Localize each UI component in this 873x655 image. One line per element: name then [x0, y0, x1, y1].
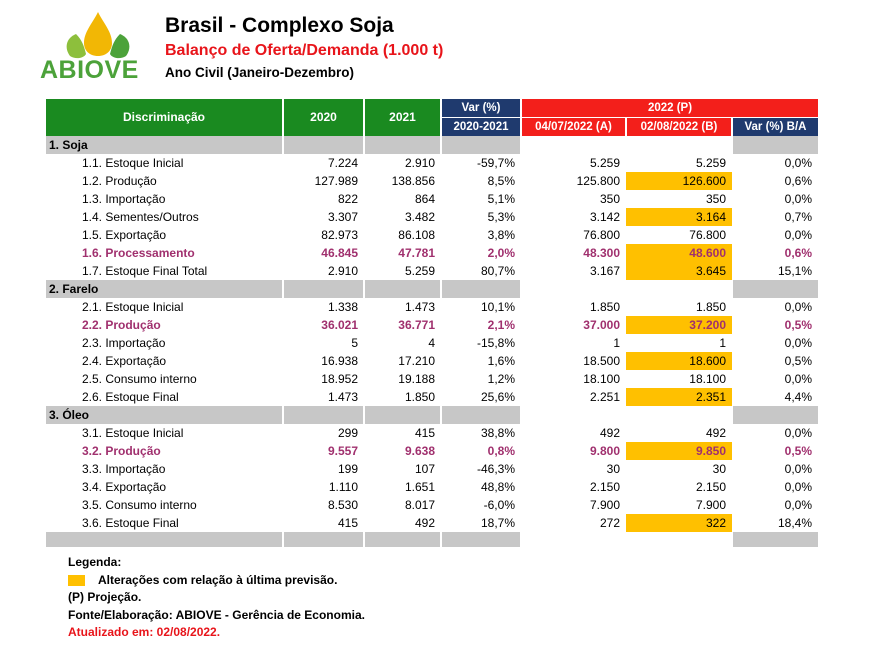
cell-var-ba: 4,4%: [784, 389, 812, 404]
cell-var-ba: 0,0%: [784, 497, 812, 512]
cell-2021: 86.108: [398, 227, 435, 242]
section-cell-b: [626, 406, 732, 424]
cell-var: 25,6%: [480, 389, 515, 404]
section-title: 3. Óleo: [46, 406, 283, 424]
row-label: 1.5. Exportação: [82, 227, 167, 242]
section-cell-vba: [732, 280, 818, 298]
cell-b: 37.200: [626, 316, 732, 334]
legend-source: Fonte/Elaboração: ABIOVE - Gerência de Economia.: [68, 607, 365, 622]
table-row: [46, 424, 818, 442]
cell-a: 272: [599, 515, 620, 530]
row-label: 3.5. Consumo interno: [82, 497, 197, 512]
footer-cell-label: [46, 532, 283, 547]
cell-a: 7.900: [589, 497, 620, 512]
section-cell-b: [626, 136, 732, 154]
row-label: 1.1. Estoque Inicial: [82, 155, 184, 170]
section-cell-var: [441, 406, 521, 424]
legend-changes: Alterações com relação à última previsão.: [68, 572, 365, 590]
cell-a: 37.000: [583, 317, 620, 332]
cell-var-ba: 0,7%: [784, 209, 812, 224]
cell-a: 2.150: [589, 479, 620, 494]
table-row: [46, 244, 818, 262]
cell-b: 76.800: [689, 227, 726, 242]
footer-cell-2020: [283, 532, 364, 547]
cell-var: 80,7%: [480, 263, 515, 278]
cell-b: 350: [705, 191, 726, 206]
cell-2020: 46.845: [321, 245, 358, 260]
cell-var: 0,8%: [487, 443, 515, 458]
cell-b: 5.259: [695, 155, 726, 170]
period-label: Ano Civil (Janeiro-Dezembro): [165, 65, 355, 80]
footer-cell-vba: [732, 532, 818, 547]
table-row: [46, 496, 818, 514]
section-cell-a: [521, 280, 626, 298]
cell-a: 3.142: [589, 209, 620, 224]
row-label: 3.6. Estoque Final: [82, 515, 179, 530]
section-row: [46, 280, 818, 298]
cell-b: 492: [705, 425, 726, 440]
cell-a: 3.167: [589, 263, 620, 278]
section-cell-b: [626, 280, 732, 298]
table-row: [46, 298, 818, 316]
cell-2020: 822: [337, 191, 358, 206]
cell-var: 38,8%: [480, 425, 515, 440]
cell-a: 9.800: [589, 443, 620, 458]
table-row: [46, 316, 818, 334]
row-label: 1.3. Importação: [82, 191, 166, 206]
table-row: [46, 262, 818, 280]
section-cell-2021: [364, 406, 441, 424]
section-cell-a: [521, 406, 626, 424]
footer-cell-b: [626, 532, 732, 547]
cell-a: 1: [613, 335, 620, 350]
cell-b: 30: [712, 461, 726, 476]
cell-2020: 1.110: [328, 479, 358, 494]
row-label: 2.3. Importação: [82, 335, 166, 350]
cell-var: -59,7%: [476, 155, 515, 170]
cell-var: 2,1%: [487, 317, 515, 332]
header-2020: 2020: [283, 99, 364, 136]
footer-cell-var: [441, 532, 521, 547]
cell-2021: 8.017: [404, 497, 435, 512]
section-row: [46, 136, 818, 154]
cell-a: 5.259: [589, 155, 620, 170]
cell-2021: 47.781: [398, 245, 435, 260]
cell-var: 18,7%: [480, 515, 515, 530]
cell-var-ba: 0,0%: [784, 371, 812, 386]
cell-var: 5,3%: [487, 209, 515, 224]
cell-2021: 17.210: [398, 353, 435, 368]
cell-var: -15,8%: [476, 335, 515, 350]
cell-b: 126.600: [626, 172, 732, 190]
table-row: [46, 442, 818, 460]
row-label: 3.3. Importação: [82, 461, 166, 476]
cell-2020: 7.224: [327, 155, 358, 170]
cell-var-ba: 0,6%: [784, 173, 812, 188]
cell-2021: 36.771: [398, 317, 435, 332]
section-cell-2020: [283, 280, 364, 298]
cell-2020: 299: [337, 425, 358, 440]
table-row: [46, 514, 818, 532]
cell-var: 8,5%: [487, 173, 515, 188]
header-2021: 2021: [364, 99, 441, 136]
cell-var-ba: 0,0%: [784, 191, 812, 206]
cell-a: 125.800: [576, 173, 620, 188]
cell-b: 18.600: [626, 352, 732, 370]
row-label: 2.6. Estoque Final: [82, 389, 179, 404]
cell-b: 1: [719, 335, 726, 350]
cell-2021: 864: [414, 191, 435, 206]
section-cell-2020: [283, 406, 364, 424]
header-col-a: 04/07/2022 (A): [521, 118, 626, 137]
cell-2020: 8.530: [327, 497, 358, 512]
table-row: [46, 226, 818, 244]
section-title: 1. Soja: [46, 136, 283, 154]
row-label: 2.1. Estoque Inicial: [82, 299, 184, 314]
cell-a: 30: [606, 461, 620, 476]
table-row: [46, 388, 818, 406]
cell-2021: 3.482: [404, 209, 435, 224]
section-cell-var: [441, 280, 521, 298]
row-label: 1.2. Produção: [82, 173, 157, 188]
section-title: 2. Farelo: [46, 280, 283, 298]
cell-var: -46,3%: [476, 461, 515, 476]
cell-2020: 199: [337, 461, 358, 476]
cell-a: 492: [599, 425, 620, 440]
cell-2020: 82.973: [321, 227, 358, 242]
table-row: [46, 190, 818, 208]
section-cell-var: [441, 136, 521, 154]
balance-table: [46, 99, 818, 547]
section-row: [46, 406, 818, 424]
cell-2021: 138.856: [391, 173, 435, 188]
legend-updated: Atualizado em: 02/08/2022.: [68, 625, 221, 639]
cell-var-ba: 0,5%: [784, 317, 812, 332]
cell-var-ba: 0,0%: [784, 227, 812, 242]
cell-2021: 415: [414, 425, 435, 440]
row-label: 2.5. Consumo interno: [82, 371, 197, 386]
cell-var-ba: 0,0%: [784, 335, 812, 350]
table-row: [46, 478, 818, 496]
cell-2020: 36.021: [321, 317, 358, 332]
cell-2020: 415: [337, 515, 358, 530]
cell-var: 1,6%: [487, 353, 515, 368]
cell-var: 5,1%: [487, 191, 515, 206]
cell-a: 18.100: [583, 371, 620, 386]
cell-2020: 1.473: [327, 389, 358, 404]
section-cell-vba: [732, 136, 818, 154]
page-title: Brasil - Complexo Soja: [165, 14, 394, 37]
cell-2021: 2.910: [404, 155, 435, 170]
cell-var-ba: 18,4%: [777, 515, 812, 530]
cell-2020: 1.338: [327, 299, 358, 314]
cell-b: 3.645: [626, 262, 732, 280]
legend-projection: (P) Projeção.: [68, 590, 142, 604]
cell-var-ba: 15,1%: [777, 263, 812, 278]
section-cell-a: [521, 136, 626, 154]
cell-2020: 5: [351, 335, 358, 350]
header-var: Var (%): [441, 99, 521, 118]
footer-cell-2021: [364, 532, 441, 547]
row-label: 3.4. Exportação: [82, 479, 167, 494]
cell-2021: 5.259: [404, 263, 435, 278]
cell-var: 10,1%: [480, 299, 515, 314]
cell-b: 2.351: [626, 388, 732, 406]
cell-var-ba: 0,0%: [784, 461, 812, 476]
header-2022: 2022 (P): [521, 99, 818, 118]
cell-2020: 2.910: [327, 263, 358, 278]
cell-2021: 19.188: [398, 371, 435, 386]
section-cell-2021: [364, 280, 441, 298]
cell-var: 2,0%: [487, 245, 515, 260]
cell-var-ba: 0,0%: [784, 479, 812, 494]
cell-var: 1,2%: [487, 371, 515, 386]
table-row: [46, 172, 818, 190]
page-subtitle: Balanço de Oferta/Demanda (1.000 t): [165, 42, 444, 59]
cell-b: 2.150: [695, 479, 726, 494]
legend-title: Legenda:: [68, 555, 122, 569]
table-row: [46, 352, 818, 370]
cell-b: 48.600: [626, 244, 732, 262]
logo-wordmark: ABIOVE: [40, 56, 139, 84]
cell-b: 322: [626, 514, 732, 532]
row-label: 1.4. Sementes/Outros: [82, 209, 199, 224]
cell-2020: 9.557: [327, 443, 358, 458]
cell-var-ba: 0,0%: [784, 425, 812, 440]
cell-var-ba: 0,5%: [784, 443, 812, 458]
cell-a: 2.251: [589, 389, 620, 404]
cell-b: 3.164: [626, 208, 732, 226]
cell-2021: 1.473: [404, 299, 435, 314]
cell-2020: 3.307: [327, 209, 358, 224]
cell-a: 48.300: [583, 245, 620, 260]
row-label: 1.6. Processamento: [82, 245, 195, 260]
cell-2021: 107: [414, 461, 435, 476]
header-var-ba: Var (%) B/A: [732, 118, 818, 137]
yellow-swatch-icon: [68, 575, 85, 586]
cell-b: 9.850: [626, 442, 732, 460]
cell-2021: 9.638: [404, 443, 435, 458]
cell-var-ba: 0,0%: [784, 299, 812, 314]
cell-b: 1.850: [695, 299, 726, 314]
cell-a: 350: [599, 191, 620, 206]
row-label: 3.1. Estoque Inicial: [82, 425, 184, 440]
cell-2020: 16.938: [321, 353, 358, 368]
cell-2021: 1.651: [404, 479, 435, 494]
cell-a: 76.800: [583, 227, 620, 242]
footer-cell-a: [521, 532, 626, 547]
cell-var-ba: 0,5%: [784, 353, 812, 368]
cell-2021: 492: [414, 515, 435, 530]
section-cell-2021: [364, 136, 441, 154]
table-row: [46, 370, 818, 388]
cell-2021: 4: [428, 335, 435, 350]
header-col-b: 02/08/2022 (B): [626, 118, 732, 137]
header-var-period: 2020-2021: [441, 118, 521, 137]
row-label: 2.4. Exportação: [82, 353, 167, 368]
cell-2020: 127.989: [314, 173, 358, 188]
header-discriminacao: Discriminação: [46, 99, 283, 136]
table-footer-row: [46, 532, 818, 547]
table-row: [46, 154, 818, 172]
table-row: [46, 460, 818, 478]
cell-2021: 1.850: [404, 389, 435, 404]
cell-var-ba: 0,0%: [784, 155, 812, 170]
cell-a: 18.500: [583, 353, 620, 368]
legend: [68, 554, 365, 642]
cell-a: 1.850: [589, 299, 620, 314]
section-cell-2020: [283, 136, 364, 154]
cell-2020: 18.952: [321, 371, 358, 386]
cell-b: 7.900: [695, 497, 726, 512]
row-label: 3.2. Produção: [82, 443, 161, 458]
cell-var-ba: 0,6%: [784, 245, 812, 260]
row-label: 1.7. Estoque Final Total: [82, 263, 208, 278]
cell-var: 48,8%: [480, 479, 515, 494]
cell-var: -6,0%: [483, 497, 515, 512]
table-row: [46, 334, 818, 352]
table-row: [46, 208, 818, 226]
cell-b: 18.100: [689, 371, 726, 386]
row-label: 2.2. Produção: [82, 317, 161, 332]
section-cell-vba: [732, 406, 818, 424]
cell-var: 3,8%: [487, 227, 515, 242]
